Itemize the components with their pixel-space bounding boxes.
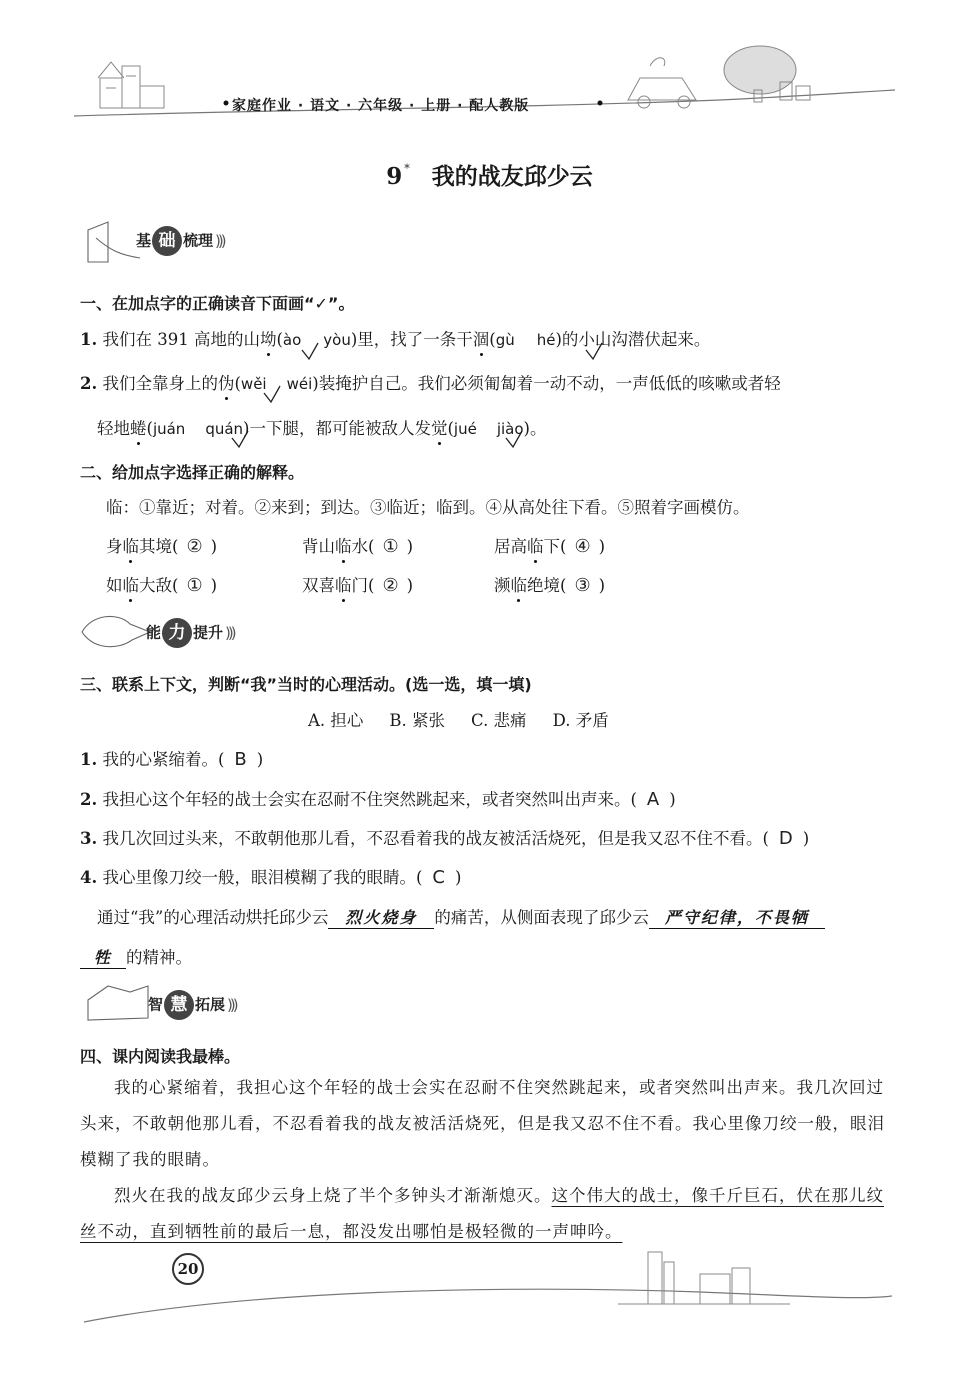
q3-options xyxy=(308,707,609,731)
text: ) xyxy=(669,790,676,809)
dotted-char: 临 xyxy=(122,537,139,556)
dotted-char: 临 xyxy=(335,576,352,595)
dotted-char: 蜷 xyxy=(130,419,147,438)
text: 我们在 391 高地的山 xyxy=(102,330,260,349)
section-label-ability: 能 力 提升 ))) xyxy=(146,618,234,648)
dotted-char: 临 xyxy=(510,576,527,595)
q1-heading: 一、在加点字的正确读音下面画“✓”。 xyxy=(80,294,355,313)
text: 的痛苦，从侧面表现了邱少云 xyxy=(434,908,649,927)
text: ) xyxy=(256,750,264,769)
text: 背山 xyxy=(302,537,335,556)
option: C. 悲痛 xyxy=(471,711,527,730)
q3-summary-line-1 xyxy=(97,904,825,929)
text: ( xyxy=(276,330,283,349)
answer: ④ xyxy=(574,536,591,557)
text: 轻地 xyxy=(97,419,130,438)
option: D. 矛盾 xyxy=(552,711,609,730)
item-number: 2. xyxy=(80,790,98,809)
q3-heading: 三、联系上下文，判断“我”当时的心理活动。(选一选，填一填) xyxy=(80,675,532,694)
answer: ③ xyxy=(574,575,591,596)
item-number: 1. xyxy=(80,330,98,349)
option: B. 紧张 xyxy=(389,711,446,730)
q2-definitions: 临：①靠近；对着。②来到；到达。③临近；临到。④从高处往下看。⑤照着字画模仿。 xyxy=(106,498,750,517)
text: )的小山沟潜伏起来。 xyxy=(555,330,711,349)
text: 门( xyxy=(351,576,375,595)
answer-blank: 牲 xyxy=(80,945,126,969)
text: ) xyxy=(455,868,462,887)
reading-paragraph-2 xyxy=(80,1178,900,1250)
text: ( xyxy=(447,419,454,438)
answer-blank: 烈火烧身 xyxy=(328,905,434,929)
pinyin-option: wéi xyxy=(286,375,313,393)
pinyin-option: hé xyxy=(536,331,556,349)
q3-summary-line-2 xyxy=(80,944,192,969)
q2-item xyxy=(106,533,217,557)
q2-item xyxy=(494,533,605,557)
text: 我们全靠身上的 xyxy=(102,374,218,393)
text: 双喜 xyxy=(302,576,335,595)
dotted-char: 伪 xyxy=(217,374,235,393)
q1-line-2 xyxy=(80,370,781,394)
option: A. 担心 xyxy=(308,711,364,730)
item-number: 3. xyxy=(80,829,98,848)
section-label-post: 提升 xyxy=(193,623,224,642)
text: 我的心紧缩着。( xyxy=(102,750,225,769)
header-series-title: 家庭作业 · 语文 · 六年级 · 上册 · 配人教版 xyxy=(232,98,530,114)
q3-item xyxy=(80,864,461,888)
dotted-char: 涸 xyxy=(472,330,490,349)
answer: ② xyxy=(186,536,203,557)
text: ( xyxy=(234,374,241,393)
text: 身 xyxy=(106,537,123,556)
item-number: 4. xyxy=(80,868,98,887)
text: ) xyxy=(802,829,810,848)
q2-item xyxy=(106,572,217,596)
q2-item xyxy=(302,533,413,557)
section-label-wisdom: 智 慧 拓展 ))) xyxy=(148,990,236,1020)
item-number: 2. xyxy=(80,374,98,393)
text: 居高 xyxy=(494,537,527,556)
dotted-char: 临 xyxy=(122,576,139,595)
dotted-char: 坳 xyxy=(259,330,277,349)
text: ( xyxy=(489,330,496,349)
q2-heading: 二、给加点字选择正确的解释。 xyxy=(80,463,305,482)
text: )装掩护自己。我们必须匍匐着一动不动，一声低低的咳嗽或者轻 xyxy=(312,374,781,393)
pinyin-option: jiào xyxy=(496,420,524,438)
text: ) xyxy=(406,576,414,595)
text: 我担心这个年轻的战士会实在忍耐不住突然跳起来，或者突然叫出声来。( xyxy=(102,790,637,809)
pinyin-option: gù xyxy=(495,331,515,349)
text: 绝境( xyxy=(527,576,567,595)
dotted-char: 临 xyxy=(527,537,544,556)
section-label-pre: 智 xyxy=(148,995,164,1014)
text: 如 xyxy=(106,576,123,595)
text: 大敌( xyxy=(139,576,179,595)
text: 水( xyxy=(351,537,375,556)
answer: D xyxy=(778,828,793,849)
section-label-circle: 力 xyxy=(162,618,192,648)
section-label-post: 拓展 xyxy=(195,995,226,1014)
pinyin-option: wěi xyxy=(240,375,267,393)
reading-paragraph-1: 我的心紧缩着，我担心这个年轻的战士会实在忍耐不住突然跳起来，或者突然叫出声来。我几次回过头来，不敢朝他那儿看，不忍看着我的战友被活活烧死，但是我又忍不住不看。我心里像刀绞一般，眼泪模糊了我的眼睛。 xyxy=(80,1078,885,1169)
section-label-pre: 能 xyxy=(146,623,162,642)
answer: C xyxy=(432,867,445,888)
section-label-basic: 基 础 梳理 ))) xyxy=(136,226,224,256)
dotted-char: 觉 xyxy=(430,419,448,438)
pinyin-option: yòu xyxy=(323,331,351,349)
text: ) xyxy=(210,576,218,595)
text: 我心里像刀绞一般，眼泪模糊了我的眼睛。( xyxy=(102,868,423,887)
underlined-sentence: 这个伟大的战士，像千斤巨石，伏在那儿纹丝不动，直到牺牲前的最后一息，都没发出哪怕是极轻微的一声呻吟。 xyxy=(80,1186,884,1241)
q3-item xyxy=(80,825,809,849)
item-number: 1. xyxy=(80,750,98,769)
section-label-pre: 基 xyxy=(136,231,152,250)
pinyin-option: juán xyxy=(152,420,186,438)
section-label-circle: 础 xyxy=(152,226,182,256)
text: )里，找了一条干 xyxy=(350,330,473,349)
page-number: 20 xyxy=(172,1253,204,1285)
text: 我几次回过头来，不敢朝他那儿看，不忍看着我的战友被活活烧死，但是我又忍不住不看。( xyxy=(102,829,769,848)
text: )。 xyxy=(523,419,547,438)
text: ) xyxy=(598,576,606,595)
q3-item xyxy=(80,746,263,770)
answer-blank: 严守纪律，不畏牺 xyxy=(649,905,825,929)
section-label-circle: 慧 xyxy=(164,990,194,1020)
text: )一下腿，都可能被敌人发 xyxy=(243,419,431,438)
answer: ① xyxy=(186,575,203,596)
pinyin-option: quán xyxy=(205,420,244,438)
text: ( xyxy=(146,419,153,438)
lesson-title-text: 我的战友邱少云 xyxy=(431,163,593,190)
text: 通过“我”的心理活动烘托邱少云 xyxy=(97,908,329,927)
section-label-post: 梳理 xyxy=(183,231,214,250)
lesson-number: 9 xyxy=(386,163,403,190)
text: 濒 xyxy=(494,576,511,595)
text: ) xyxy=(598,537,606,556)
answer: B xyxy=(234,749,247,770)
dotted-char: 临 xyxy=(335,537,352,556)
text: ) xyxy=(210,537,218,556)
pinyin-option: ào xyxy=(282,331,302,349)
lesson-star: * xyxy=(404,162,410,176)
q2-item xyxy=(494,572,605,596)
q3-item xyxy=(80,786,676,810)
text: ) xyxy=(406,537,414,556)
q1-line-3 xyxy=(97,415,546,439)
text: 下( xyxy=(543,537,567,556)
q2-item xyxy=(302,572,413,596)
text: 的精神。 xyxy=(126,948,192,967)
q4-heading: 四、课内阅读我最棒。 xyxy=(80,1047,241,1066)
text: 其境( xyxy=(139,537,179,556)
pinyin-option: jué xyxy=(453,420,477,438)
answer: A xyxy=(646,789,660,810)
answer: ① xyxy=(382,536,399,557)
answer: ② xyxy=(382,575,399,596)
text: 烈火在我的战友邱少云身上烧了半个多钟头才渐渐熄灭。 xyxy=(114,1186,552,1205)
